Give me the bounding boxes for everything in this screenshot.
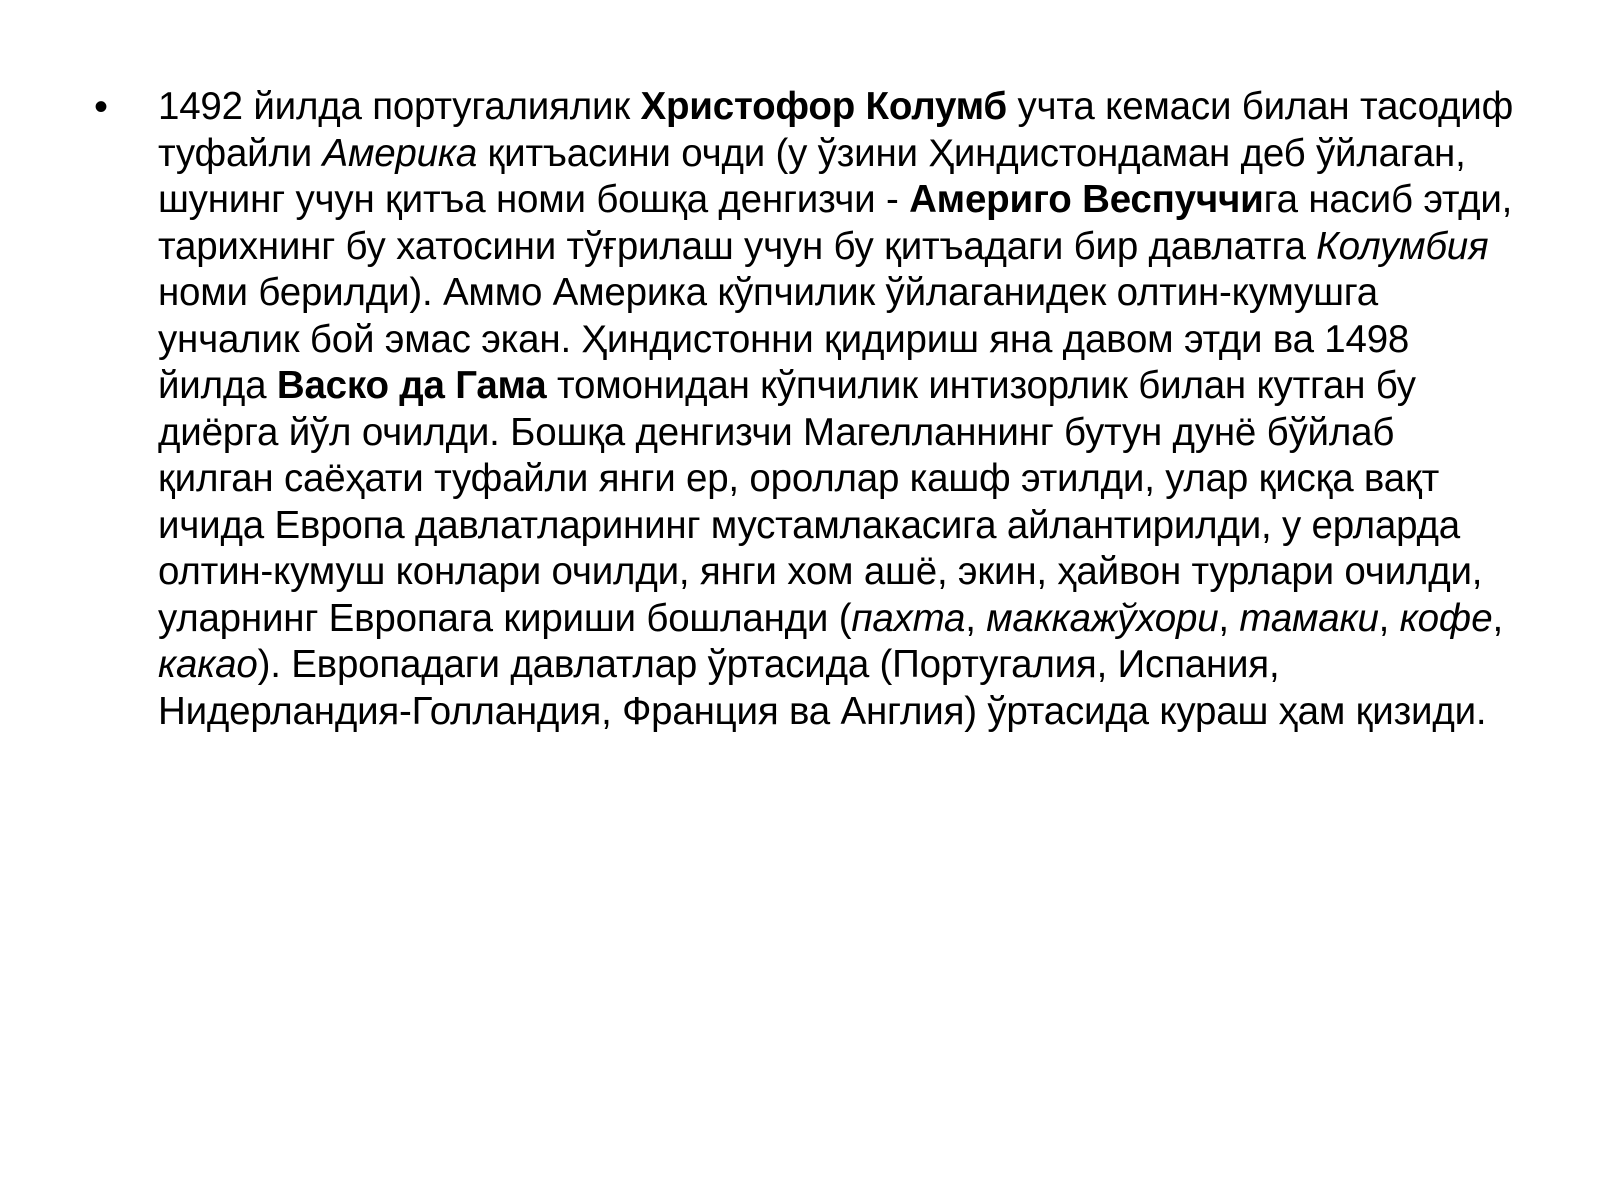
term-america: Америка — [322, 131, 478, 175]
name-amerigo-vespucci: Америго Веспуччи — [909, 178, 1264, 221]
name-christopher-columbus: Христофор Колумб — [640, 85, 1008, 128]
text-run: номи берилди). Аммо Америка кўпчилик ўйлаганидек олтин-кумушга унчалик бой эмас экан. Ҳиндистонни қидириш яна давом этди ва 1498 йилда — [158, 271, 1410, 407]
text-run: учта кемаси билан тасодиф туфайли — [158, 85, 1514, 175]
text-run: ). Европадаги давлатлар ўртасида (Португалия, Испания, Нидерландия-Голландия, Франция ва Англия) ўртасида кураш ҳам қизиди. — [158, 643, 1487, 733]
text-run: , — [1218, 596, 1240, 640]
term-maize: маккажўхори — [986, 596, 1219, 640]
text-run: га насиб этди, тарихнинг бу хатосини тўғрилаш учун бу қитъадаги бир давлатга — [158, 178, 1513, 268]
bullet-list — [94, 84, 1514, 735]
term-tobacco: тамаки — [1239, 596, 1379, 640]
bullet-dot-icon: • — [94, 85, 109, 129]
name-vasco-da-gama: Васко да Гама — [276, 364, 547, 407]
text-run: қитъасини очди (у ўзини Ҳиндистондаман деб ўйлаган, шунинг учун қитъа номи бошқа денгизчи - — [158, 131, 1466, 221]
text-run: 1492 йилда португалиялик — [158, 85, 641, 128]
term-coffee: кофе — [1399, 596, 1493, 640]
text-run: , — [1492, 596, 1503, 640]
term-cocoa: какао — [158, 643, 258, 686]
term-cotton: пахта — [851, 596, 966, 640]
paragraph-text — [158, 84, 1514, 735]
text-run: , — [965, 596, 987, 640]
text-run: томонидан кўпчилик интизорлик билан кутган бу диёрга йўл очилди. Бошқа денгизчи Магелланнинг бутун дунё бўйлаб қилган саёҳати туфайли янги ер, ороллар кашф этилди, улар қисқа вақт ичида Европа давлатларининг мустамлакасига айлантирилди, у ерларда олтин-кумуш конлари очилди, янги хом ашё, экин, ҳайвон турлари очилди, уларнинг Европага кириши бошланди ( — [158, 364, 1483, 640]
term-colombia: Колумбия — [1316, 224, 1489, 268]
bullet-item — [94, 84, 1514, 735]
text-run: , — [1378, 596, 1400, 640]
